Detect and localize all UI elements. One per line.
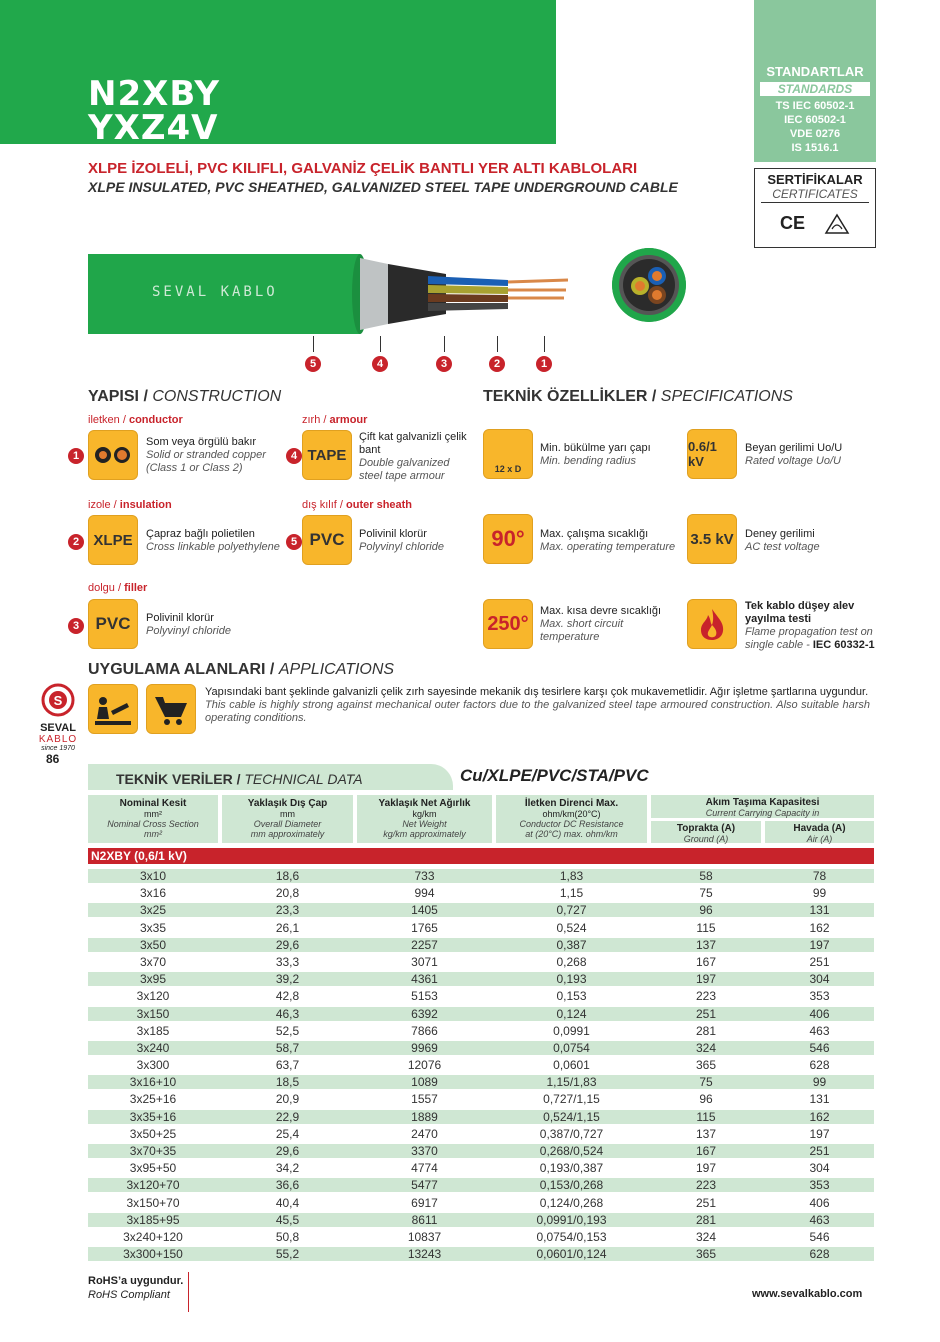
table-cell: 1405 [411,903,438,918]
outer-sheath-desc: Polivinil klorür Polyvinyl chloride [359,528,444,553]
table-cell: 20,8 [275,886,300,901]
logo-name: SEVAL [40,722,76,734]
callout-number: 3 [436,356,452,372]
table-cell: 0,727 [556,903,587,918]
table-cell: 45,5 [275,1212,300,1227]
filler-icon: PVC [88,599,138,649]
cable-type: Cu/XLPE/PVC/STA/PVC [460,766,649,785]
table-cell: 197 [809,937,830,952]
table-cell: 131 [809,903,830,918]
table-cell: 0,0991/0,193 [536,1212,607,1227]
table-cell: 12076 [407,1058,442,1073]
armour-desc: Çift kat galvanizli çelik bant Double galvanized steel tape armour [359,431,467,482]
applications-heading: UYGULAMA ALANLARI / APPLICATIONS [88,661,395,678]
table-cell: 0,0601 [553,1058,590,1073]
callout-line [497,336,498,352]
table-cell: 0,193 [556,972,587,987]
table-cell: 18,5 [275,1075,300,1090]
construction-site-icon [88,684,138,734]
category-label: izole / insulation [88,499,172,511]
subtitle-tr: XLPE İZOLELİ, PVC KILIFLI, GALVANİZ ÇELİK BANTLI YER ALTI KABLOLARI [88,160,638,177]
table-row [88,955,874,969]
table-cell: 223 [695,1178,717,1193]
table-cell: 34,2 [275,1161,300,1176]
table-cell: 29,6 [275,1144,300,1158]
table-cell: 251 [695,1195,717,1210]
table-cell: 3x95 [139,972,167,987]
table-cell: 0,524 [556,920,587,935]
table-cell: 463 [809,1212,830,1227]
table-row [88,1247,874,1261]
table-cell: 3x150 [136,1006,170,1021]
table-cell: 0,524/1,15 [543,1109,600,1124]
footer-divider [188,1272,189,1312]
subtitle-en: XLPE INSULATED, PVC SHEATHED, GALVANIZED STEEL TAPE UNDERGROUND CABLE [88,179,678,195]
applications-desc: Yapısındaki bant şeklinde galvanizli çelik zırh sayesinde mekanik dış tesirlere karşı çok mukavemetlidir. Ağır işletme şartlarına uygundur. This cable is highly strong against mechanical outer factors due to the galvanized steel tape armoured construction. Also suitable harsh operating conditions. [205,686,870,724]
item-number: 1 [68,448,84,464]
table-cell: 6917 [411,1195,438,1210]
armour-icon: TAPE [302,430,352,480]
table-cell: 36,6 [275,1178,300,1193]
table-cell: 3x240+120 [123,1229,183,1244]
bending-radius-desc: Min. bükülme yarı çapı Min. bending radius [540,442,651,467]
table-cell: 3x25 [139,903,167,918]
test-voltage-icon: 3.5 kV [687,514,737,564]
seval-logo [30,683,86,752]
table-cell: 78 [812,869,827,883]
svg-text:S: S [53,693,63,708]
short-circuit-temperature-desc: Max. kısa devre sıcaklığı Max. short circuit temperature [540,605,662,643]
table-cell: 3x120+70 [126,1178,180,1193]
table-cell: 162 [809,1109,830,1124]
table-cell: 46,3 [275,1006,300,1021]
table-row [88,1041,874,1055]
tse-mark-icon [824,213,850,235]
table-cell: 3x120 [136,989,170,1004]
table-cell: 197 [695,1161,717,1176]
callout-line [444,336,445,352]
table-cell: 0,0754/0,153 [536,1229,607,1244]
rohs-en: RoHS Compliant [88,1289,170,1301]
table-cell: 0,0601/0,124 [536,1247,607,1262]
table-cell: 0,387/0,727 [539,1126,604,1141]
table-cell: 0,0754 [553,1040,590,1055]
product-code-2: YXZ4V [88,108,219,148]
cable-illustration [88,254,568,334]
standard-item: TS IEC 60502-1 [775,100,855,112]
item-number: 2 [68,534,84,550]
operating-temperature-desc: Max. çalışma sıcaklığı Max. operating temperature [540,528,676,553]
table-cell: 3x70 [139,954,167,969]
technical-tab-en: TECHNICAL DATA [244,771,363,787]
certificates-heading: SERTİFİKALAR [767,172,863,187]
table-row [88,1230,874,1244]
table-cell: 167 [695,954,717,969]
table-row [88,1127,874,1141]
table-cell: 304 [809,1161,830,1176]
table-cell: 2257 [411,937,438,952]
table-cell: 463 [809,1023,830,1038]
table-cell: 5153 [411,989,438,1004]
table-row [88,1092,874,1106]
table-cell: 223 [695,989,717,1004]
table-cell: 0,387 [556,937,587,952]
table-cell: 23,3 [275,903,300,918]
table-row [88,1058,874,1072]
certificates-sub: CERTIFICATES [761,187,869,203]
table-cell: 1089 [411,1075,438,1090]
table-cell: 1,15/1,83 [546,1075,597,1090]
table-row [88,1075,874,1089]
table-cell: 131 [809,1092,830,1107]
table-cell: 406 [809,1195,830,1210]
construction-heading: YAPISI / CONSTRUCTION [88,388,282,405]
table-cell: 7866 [411,1023,438,1038]
table-cell: 197 [809,1126,830,1141]
table-cell: 3x185+95 [126,1212,180,1227]
table-cell: 3x16 [139,886,167,901]
table-cell: 1889 [411,1109,438,1124]
table-row [88,938,874,952]
cable-print-text: SEVAL KABLO [152,284,278,300]
table-cell: 39,2 [275,972,300,987]
table-cell: 3x185 [136,1023,170,1038]
test-voltage-desc: Deney gerilimi AC test voltage [745,528,820,553]
table-cell: 3x16+10 [129,1075,177,1090]
table-cell: 733 [414,869,435,883]
table-cell: 115 [696,920,716,935]
ce-mark-icon: CE [779,213,805,233]
category-label: zırh / armour [302,414,368,426]
table-cell: 3071 [411,954,438,969]
table-cell: 406 [809,1006,830,1021]
table-cell: 546 [809,1040,830,1055]
title-banner [0,0,556,148]
table-cell: 0,727/1,15 [543,1092,600,1107]
website-link[interactable]: www.sevalkablo.com [752,1288,863,1300]
table-cell: 29,6 [275,937,300,952]
table-cell: 3x240 [136,1040,170,1055]
table-cell: 324 [695,1040,717,1055]
table-cell: 353 [809,989,830,1004]
table-cell: 50,8 [275,1229,300,1244]
conductor-icon [88,430,138,480]
callout-number: 1 [536,356,552,372]
table-cell: 0,193/0,387 [539,1161,604,1176]
table-cell: 26,1 [275,920,300,935]
table-cell: 52,5 [275,1023,300,1038]
table-cell: 3370 [411,1144,438,1158]
callout-line [544,336,545,352]
table-cell: 1,15 [559,886,584,901]
table-cell: 2470 [411,1126,438,1141]
table-cell: 4361 [411,972,438,987]
table-cell: 0,153/0,268 [539,1178,604,1193]
table-cell: 5477 [411,1178,438,1193]
table-cell: 10837 [407,1229,442,1244]
callout-line [313,336,314,352]
col-header: Yaklaşık Dış Çap mm Overall Diameter mm approximately [222,795,353,843]
table-cell: 0,268 [556,954,587,969]
flame-test-desc: Tek kablo düşey alev yayılma testi Flame propagation test on single cable - IEC 60332-1 [745,600,875,651]
insulation-icon: XLPE [88,515,138,565]
table-cell: 18,6 [275,869,300,883]
rohs-tr: RoHS’a uygundur. [88,1275,184,1287]
table-cell: 1,83 [559,869,584,883]
table-cell: 22,9 [275,1109,300,1124]
table-cell: 197 [695,972,717,987]
category-label: dolgu / filler [88,582,148,594]
flame-icon [687,599,737,649]
table-cell: 628 [809,1058,830,1073]
short-circuit-temperature-icon: 250° [483,599,533,649]
logo-since: since 1970 [41,745,75,752]
table-cell: 281 [695,1023,717,1038]
specifications-heading: TEKNİK ÖZELLİKLER / SPECIFICATIONS [483,388,793,405]
table-cell: 162 [809,920,830,935]
technical-tab-tr: TEKNİK VERİLER [116,771,233,787]
table-cell: 4774 [411,1161,438,1176]
table-cell: 137 [695,1126,717,1141]
certificates-box [754,168,876,248]
category-label: iletken / conductor [88,414,183,426]
table-cell: 96 [699,903,713,918]
col-header: Yaklaşık Net Ağırlık kg/km Net Weight kg/km approximately [357,795,492,843]
bending-radius-icon: 12 x D [483,429,533,479]
table-cell: 25,4 [275,1126,300,1141]
table-cell: 58,7 [275,1040,300,1055]
table-cell: 281 [695,1212,717,1227]
category-label: dış kılıf / outer sheath [302,499,413,511]
item-number: 5 [286,534,302,550]
table-cell: 96 [699,1092,713,1107]
table-cell: 99 [812,1075,827,1090]
rated-voltage-desc: Beyan gerilimi Uo/U Rated voltage Uo/U [745,442,843,467]
col-header: İletken Direnci Max. ohm/km(20°C) Conductor DC Resistance at (20°C) max. ohm/km [496,795,647,843]
table-row [88,972,874,986]
standards-box [754,0,876,162]
conductor-desc: Som veya örgülü bakır Solid or stranded copper (Class 1 or Class 2) [146,436,266,474]
table-row [88,1178,874,1192]
table-row [88,1110,874,1124]
callout-number: 4 [372,356,388,372]
table-cell: 13243 [407,1247,442,1262]
table-row [88,1024,874,1038]
table-cell: 99 [812,886,827,901]
table-cell: 3x300 [136,1058,170,1073]
logo-emblem-icon [41,683,75,717]
operating-temperature-icon: 90° [483,514,533,564]
table-cell: 3x300+150 [123,1247,183,1262]
outer-sheath-icon: PVC [302,515,352,565]
table-cell: 0,268/0,524 [539,1144,604,1158]
table-cell: 55,2 [275,1247,300,1262]
table-cell: 8611 [411,1212,438,1227]
table-cell: 0,153 [556,989,587,1004]
table-cell: 994 [414,886,435,901]
callout-line [380,336,381,352]
table-cell: 58 [699,869,713,883]
group-header: N2XBY (0,6/1 kV) [88,848,874,864]
table-cell: 1557 [411,1092,438,1107]
table-row [88,1144,874,1158]
wheelbarrow-icon [146,684,196,734]
product-code-1: N2XBY [88,74,221,114]
item-number: 3 [68,618,84,634]
table-cell: 3x50 [139,937,167,952]
item-number: 4 [286,448,302,464]
table-cell: 9969 [411,1040,438,1055]
table-cell: 3x35+16 [129,1109,177,1124]
col-header: Nominal Kesit mm² Nominal Cross Section mm² [88,795,218,843]
cable-cross-section-icon [612,248,686,322]
standard-item: IEC 60502-1 [784,114,846,126]
callout-number: 5 [305,356,321,372]
table-cell: 365 [695,1247,717,1262]
table-row [88,903,874,917]
filler-desc: Polivinil klorür Polyvinyl chloride [146,612,231,637]
page-number: 86 [46,752,60,766]
table-row [88,1007,874,1021]
table-cell: 251 [809,954,830,969]
table-cell: 3x10 [139,869,167,883]
table-cell: 33,3 [275,954,300,969]
table-cell: 0,124 [556,1006,587,1021]
logo-sub: KABLO [38,734,78,745]
insulation-desc: Çapraz bağlı polietilen Cross linkable polyethylene [146,528,280,553]
standards-sub: STANDARDS [760,82,870,96]
table-cell: 0,0991 [553,1023,590,1038]
table-row [88,1196,874,1210]
table-row [88,1213,874,1227]
table-cell: 324 [695,1229,717,1244]
table-cell: 3x95+50 [129,1161,177,1176]
table-cell: 137 [695,937,717,952]
standard-item: VDE 0276 [789,128,841,140]
air-header: Havada (A) Air (A) [765,821,874,843]
table-row [88,869,874,883]
table-cell: 365 [695,1058,717,1073]
table-cell: 75 [699,886,713,901]
table-cell: 251 [809,1144,830,1158]
table-body [88,869,874,1264]
table-cell: 3x70+35 [129,1144,177,1158]
table-cell: 42,8 [275,989,300,1004]
table-cell: 115 [696,1109,716,1124]
table-cell: 6392 [411,1006,438,1021]
ground-header: Toprakta (A) Ground (A) [651,821,761,843]
table-cell: 20,9 [275,1092,300,1107]
table-header [88,795,874,843]
table-cell: 63,7 [275,1058,300,1073]
table-row [88,1161,874,1175]
table-cell: 3x50+25 [129,1126,177,1141]
table-cell: 75 [699,1075,713,1090]
table-cell: 3x35 [139,920,167,935]
table-cell: 3x150+70 [126,1195,180,1210]
table-cell: 304 [809,972,830,987]
table-cell: 167 [695,1144,717,1158]
table-cell: 40,4 [275,1195,300,1210]
standard-item: IS 1516.1 [791,142,839,154]
capacity-header: Akım Taşıma Kapasitesi Current Carrying Capacity in [651,795,874,818]
table-cell: 3x25+16 [129,1092,177,1107]
table-cell: 546 [809,1229,830,1244]
table-row [88,886,874,900]
table-row [88,921,874,935]
rated-voltage-icon: 0.6/1 kV [687,429,737,479]
table-row [88,989,874,1003]
table-cell: 1765 [411,920,438,935]
table-cell: 628 [809,1247,830,1262]
callout-number: 2 [489,356,505,372]
standards-heading: STANDARTLAR [766,64,864,79]
table-cell: 0,124/0,268 [539,1195,604,1210]
technical-tab: TEKNİK VERİLER / TECHNICAL DATA [88,764,453,790]
table-cell: 251 [695,1006,717,1021]
table-cell: 353 [809,1178,830,1193]
